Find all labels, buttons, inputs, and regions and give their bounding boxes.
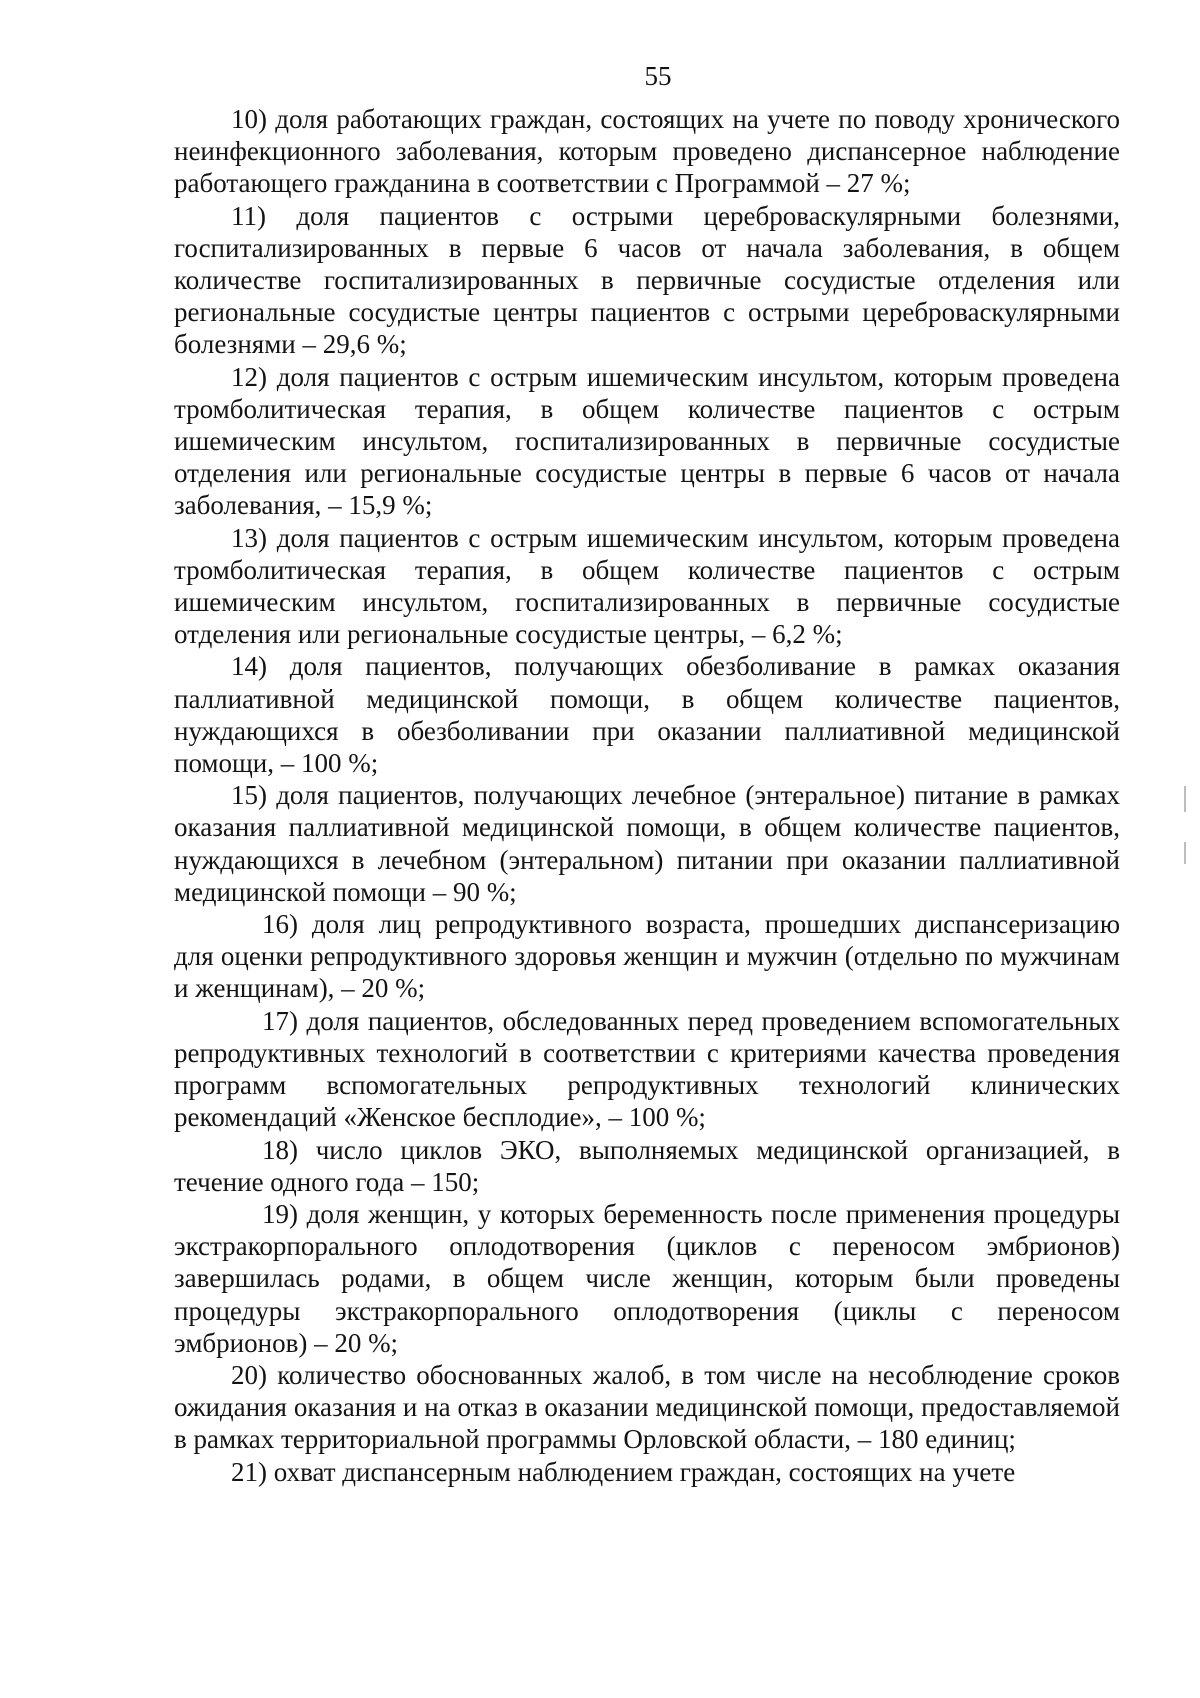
scan-edge-mark — [1184, 842, 1186, 864]
paragraph-item-21: 21) охват диспансерным наблюдением граждан, состоящих на учете — [231, 1456, 1016, 1487]
paragraph-item-15: 15) доля пациентов, получающих лечебное (энтеральное) питание в рамках оказания паллиативной медицинской помощи, в общем количестве пациентов, нуждающихся в лечебном (энтеральном) питании при оказании паллиативной медицинской помощи – 90 %; — [174, 780, 1120, 907]
paragraph-item-20: 20) количество обоснованных жалоб, в том числе на несоблюдение сроков ожидания оказания и на отказ в оказании медицинской помощи, предоставляемой в рамках территориальной программы Орловской области, – 180 единиц; — [174, 1359, 1120, 1455]
paragraph-item-11: 11) доля пациентов с острыми цереброваскулярными болезнями, госпитализированных в первые 6 часов от начала заболевания, в общем количестве госпитализированных в первичные сосудистые отделения или региональные сосудистые центры пациентов с острыми цереброваскулярными болезнями – 29,6 %; — [174, 200, 1120, 360]
paragraph-item-19: 19) доля женщин, у которых беременность после применения процедуры экстракорпорального оплодотворения (циклов с переносом эмбрионов) завершилась родами, в общем числе женщин, которым были проведены процедуры экстракорпорального оплодотворения (циклы с переносом эмбрионов) – 20 %; — [174, 1198, 1120, 1358]
document-body — [174, 103, 1120, 1488]
paragraph-item-13: 13) доля пациентов с острым ишемическим инсультом, которым проведена тромболитическая терапия, в общем количестве пациентов с острым ишемическим инсультом, госпитализированных в первичные сосудистые отделения или региональные сосудистые центры, – 6,2 %; — [174, 522, 1120, 650]
paragraph-item-17: 17) доля пациентов, обследованных перед проведением вспомогательных репродуктивных технологий в соответствии с критериями качества проведения программ вспомогательных репродуктивных технологий клинических рекомендаций «Женское бесплодие», – 100 %; — [174, 1005, 1120, 1133]
paragraph-item-10: 10) доля работающих граждан, состоящих на учете по поводу хронического неинфекционного заболевания, которым проведено диспансерное наблюдение работающего гражданина в соответствии с Программой – 27 %; — [174, 104, 1120, 199]
page-number: 55 — [644, 61, 672, 91]
paragraph-item-12: 12) доля пациентов с острым ишемическим инсультом, которым проведена тромболитическая терапия, в общем количестве пациентов с острым ишемическим инсультом, госпитализированных в первичные сосудистые отделения или региональные сосудистые центры в первые 6 часов от начала заболевания, – 15,9 %; — [174, 361, 1120, 521]
paragraph-item-14: 14) доля пациентов, получающих обезболивание в рамках оказания паллиативной медицинской помощи, в общем количестве пациентов, нуждающихся в обезболивании при оказании паллиативной медицинской помощи, – 100 %; — [174, 651, 1120, 779]
paragraph-item-18: 18) число циклов ЭКО, выполняемых медицинской организацией, в течение одного года – 150; — [174, 1134, 1120, 1197]
paragraph-item-16: 16) доля лиц репродуктивного возраста, прошедших диспансеризацию для оценки репродуктивного здоровья женщин и мужчин (отдельно по мужчинам и женщинам), – 20 %; — [174, 909, 1120, 1004]
scan-edge-mark — [1184, 786, 1186, 812]
